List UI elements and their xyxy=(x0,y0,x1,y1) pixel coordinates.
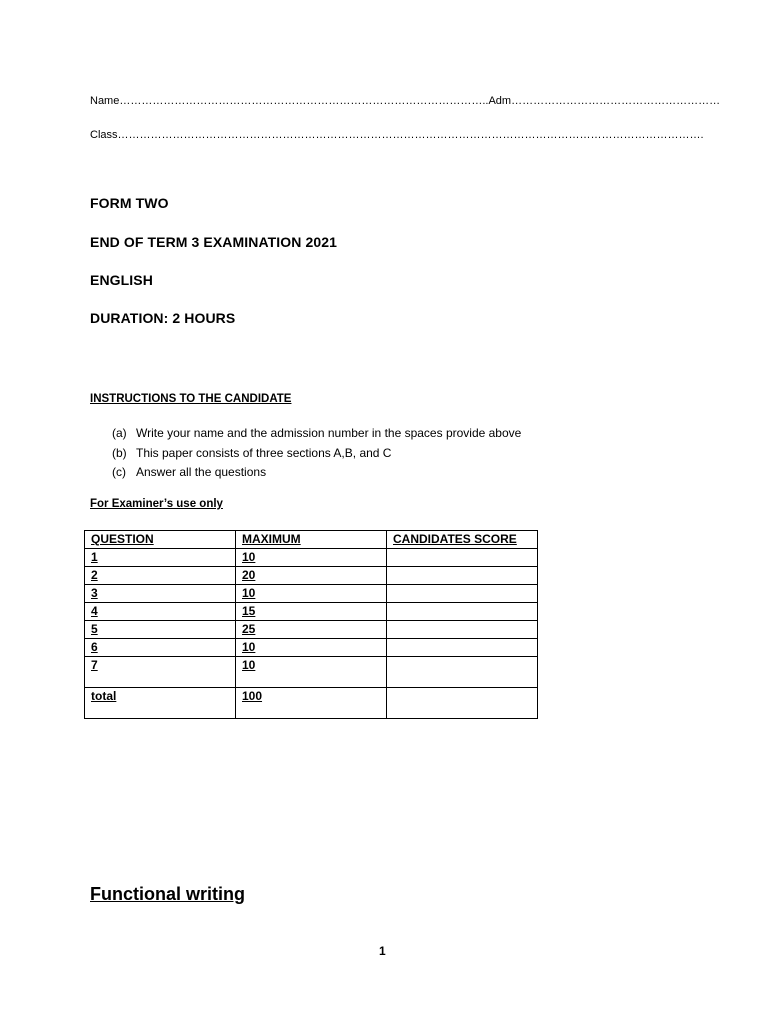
form-heading: FORM TWO xyxy=(90,195,169,211)
total-maximum-cell: 100 xyxy=(236,688,387,719)
instruction-marker: (c) xyxy=(112,465,126,479)
instruction-text: Write your name and the admission number in the spaces provide above xyxy=(136,426,522,440)
maximum-cell: 25 xyxy=(236,621,387,639)
term-heading: END OF TERM 3 EXAMINATION 2021 xyxy=(90,234,338,250)
score-cell[interactable] xyxy=(387,585,538,603)
subject-heading: ENGLISH xyxy=(90,272,153,288)
table-row xyxy=(85,639,538,657)
examiner-score-table xyxy=(84,530,538,719)
score-cell[interactable] xyxy=(387,621,538,639)
page-number: 1 xyxy=(379,944,386,958)
table-row xyxy=(85,603,538,621)
question-cell: 6 xyxy=(85,639,236,657)
table-header-row xyxy=(85,531,538,549)
table-row xyxy=(85,585,538,603)
table-row xyxy=(85,549,538,567)
score-cell[interactable] xyxy=(387,567,538,585)
instructions-list xyxy=(112,424,521,483)
table-total-row xyxy=(85,688,538,719)
examiner-use-title: For Examiner’s use only xyxy=(90,498,223,510)
table-row xyxy=(85,657,538,688)
table-row xyxy=(85,621,538,639)
question-cell: 4 xyxy=(85,603,236,621)
maximum-cell: 10 xyxy=(236,585,387,603)
instruction-marker: (b) xyxy=(112,445,127,460)
header-candidates-score: CANDIDATES SCORE xyxy=(387,531,538,549)
question-cell: 5 xyxy=(85,621,236,639)
maximum-cell: 10 xyxy=(236,657,387,688)
score-cell[interactable] xyxy=(387,549,538,567)
instruction-item xyxy=(112,444,521,464)
duration-heading: DURATION: 2 HOURS xyxy=(90,310,236,326)
score-cell[interactable] xyxy=(387,657,538,688)
question-cell: 2 xyxy=(85,567,236,585)
question-cell: 3 xyxy=(85,585,236,603)
instruction-item xyxy=(112,463,521,483)
class-line: Class……………………………………………………………………………………………………………………………………………. xyxy=(90,129,704,141)
question-cell: 1 xyxy=(85,549,236,567)
instruction-text: Answer all the questions xyxy=(136,465,267,479)
maximum-cell: 10 xyxy=(236,639,387,657)
total-label-cell: total xyxy=(85,688,236,719)
name-adm-line: Name………………………………………………………………………………………..Adm………………………………………………… xyxy=(90,95,721,107)
maximum-cell: 15 xyxy=(236,603,387,621)
maximum-cell: 10 xyxy=(236,549,387,567)
header-question: QUESTION xyxy=(85,531,236,549)
header-maximum: MAXIMUM xyxy=(236,531,387,549)
instructions-title: INSTRUCTIONS TO THE CANDIDATE xyxy=(90,393,292,405)
table-row xyxy=(85,567,538,585)
instruction-marker: (a) xyxy=(112,426,127,440)
score-cell[interactable] xyxy=(387,639,538,657)
instruction-text: This paper consists of three sections A,B, and C xyxy=(136,445,392,460)
score-cell[interactable] xyxy=(387,603,538,621)
section-title: Functional writing xyxy=(90,884,245,904)
maximum-cell: 20 xyxy=(236,567,387,585)
question-cell: 7 xyxy=(85,657,236,688)
instruction-item xyxy=(112,424,521,444)
total-score-cell[interactable] xyxy=(387,688,538,719)
